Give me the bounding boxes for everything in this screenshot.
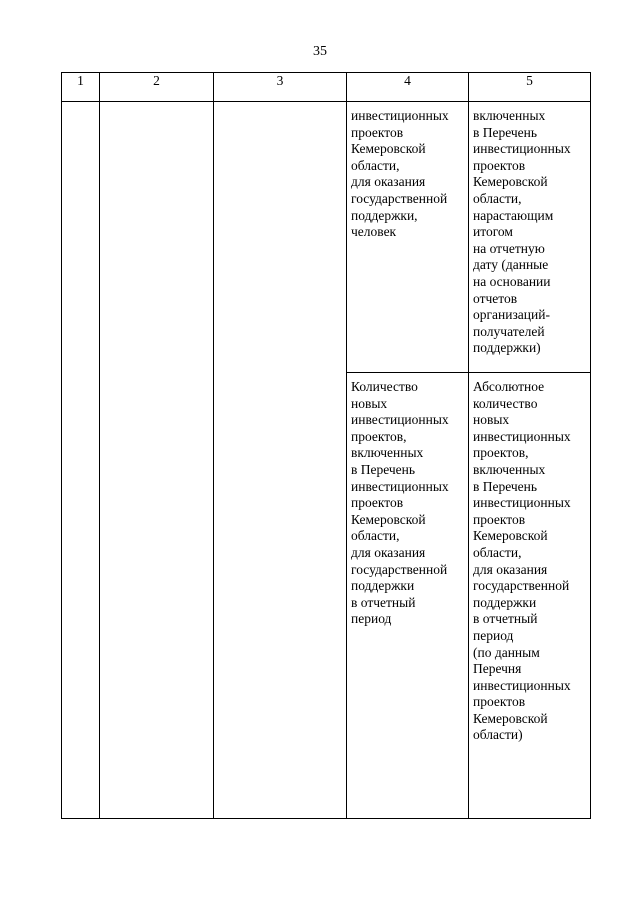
empty-cell-col2 bbox=[100, 102, 214, 819]
header-cell-4: 4 bbox=[347, 73, 469, 102]
indicator-cell bbox=[347, 102, 469, 373]
indicator-text: инвестиционных проектов Кемеровской области, для оказания государственной поддержки, человек bbox=[351, 108, 449, 240]
header-cell-1: 1 bbox=[62, 73, 100, 102]
table-row bbox=[62, 102, 591, 373]
method-text: включенных в Перечень инвестиционных проектов Кемеровской области, нарастающим итогом на отчетную дату (данные на основании отчетов организаций- получателей поддержки) bbox=[473, 108, 571, 356]
empty-cell-col1 bbox=[62, 102, 100, 819]
header-cell-2: 2 bbox=[100, 73, 214, 102]
method-cell bbox=[469, 373, 591, 819]
method-cell bbox=[469, 102, 591, 373]
table-header-row bbox=[62, 73, 591, 102]
method-text: Абсолютное количество новых инвестиционных проектов, включенных в Перечень инвестиционных проектов Кемеровской области, для оказания государственной поддержки в отчетный период (по данным Перечня инвестиционных проектов Кемеровской области) bbox=[473, 379, 571, 743]
header-cell-5: 5 bbox=[469, 73, 591, 102]
indicator-text: Количество новых инвестиционных проектов, включенных в Перечень инвестиционных проектов Кемеровской области, для оказания государственной поддержки в отчетный период bbox=[351, 379, 449, 627]
page-number: 35 bbox=[313, 44, 327, 59]
empty-cell-col3 bbox=[214, 102, 347, 819]
data-table bbox=[61, 72, 591, 819]
header-cell-3: 3 bbox=[214, 73, 347, 102]
indicator-cell bbox=[347, 373, 469, 819]
